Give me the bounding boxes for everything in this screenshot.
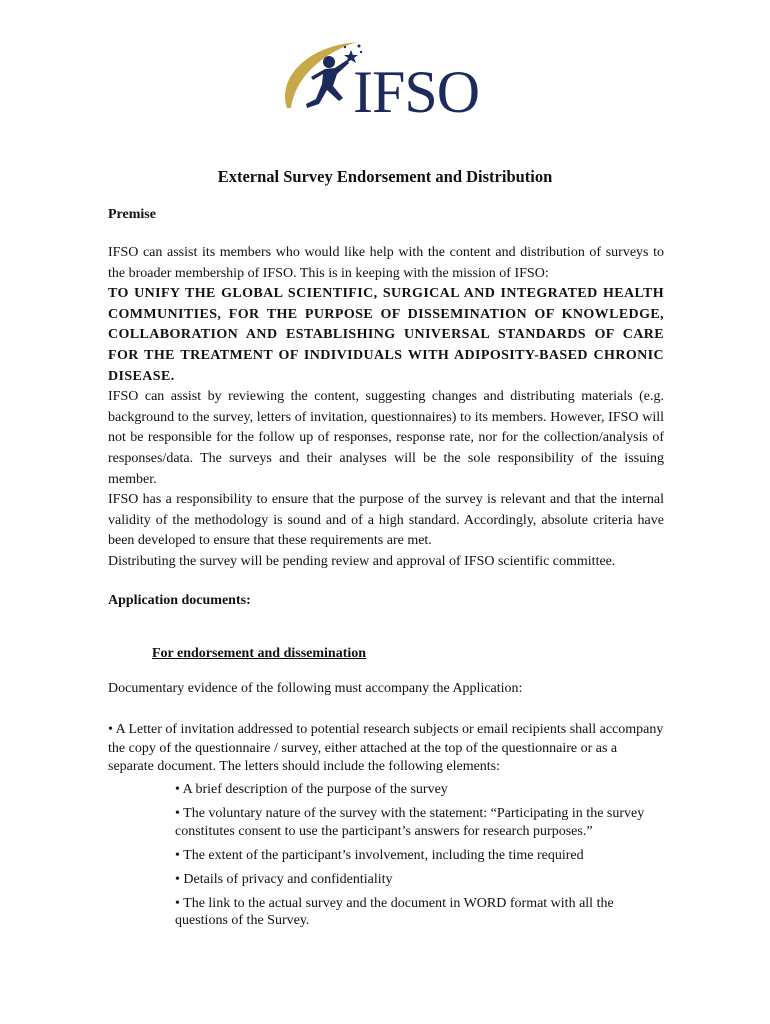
ifso-logo — [277, 38, 492, 134]
premise-intro: IFSO can assist its members who would like help with the content and distribution of surveys to the broader membership of IFSO. This is in keeping with the mission of IFSO: — [108, 245, 664, 281]
list-item: • Details of privacy and confidentiality — [175, 871, 393, 887]
list-item: • The voluntary nature of the survey with the statement: “Participating in the survey constitutes consent to use the participant’s answers for research purposes.” — [175, 806, 645, 839]
premise-paragraph-4: Distributing the survey will be pending review and approval of IFSO scientific committee. — [108, 553, 616, 569]
list-item: • A brief description of the purpose of the survey — [175, 782, 448, 797]
premise-paragraph-3: IFSO has a responsibility to ensure that the purpose of the survey is relevant and that the internal validity of the methodology is sound and of a high standard. Accordingly, absolute criteria have been developed to ensure that these requirements are met. — [108, 492, 664, 549]
application-intro: Documentary evidence of the following must accompany the Application: — [108, 681, 523, 696]
list-item: • The extent of the participant’s involvement, including the time required — [175, 847, 584, 863]
mission-statement: TO UNIFY THE GLOBAL SCIENTIFIC, SURGICAL AND INTEGRATED HEALTH COMMUNITIES, FOR THE PURPOSE OF DISSEMINATION OF KNOWLEDGE, COLLABORATION AND ESTABLISHING UNIVERSAL STANDARDS OF CARE FOR THE TREATMENT OF INDIVIDUALS WITH ADIPOSITY-BASED CHRONIC DISEASE. — [108, 286, 664, 384]
application-heading: Application documents: — [108, 593, 251, 608]
premise-heading: Premise — [108, 207, 156, 222]
letter-of-invitation-bullet: • A Letter of invitation addressed to potential research subjects or email recipients shall accompany the copy of the questionnaire / survey, either attached at the top of the questionnaire or as a separate document. The letters should include the following elements: — [108, 722, 664, 774]
premise-paragraph-2: IFSO can assist by reviewing the content, suggesting changes and distributing materials (e.g. background to the survey, letters of invitation, questionnaires) to its members. However, IFSO will not be responsible for the follow up of responses, response rate, nor for the collection/analysis of responses/data. The surveys and their analyses will be the sole responsibility of the issuing member. — [108, 389, 664, 487]
letter-elements-list — [175, 781, 655, 936]
logo-wordmark: IFSO — [353, 59, 480, 125]
list-item: • The link to the actual survey and the document in WORD format with all the questions of the Survey. — [175, 895, 614, 928]
document-title: External Survey Endorsement and Distribution — [217, 167, 553, 186]
premise-section — [108, 243, 664, 573]
application-subheading: For endorsement and dissemination — [152, 646, 367, 661]
